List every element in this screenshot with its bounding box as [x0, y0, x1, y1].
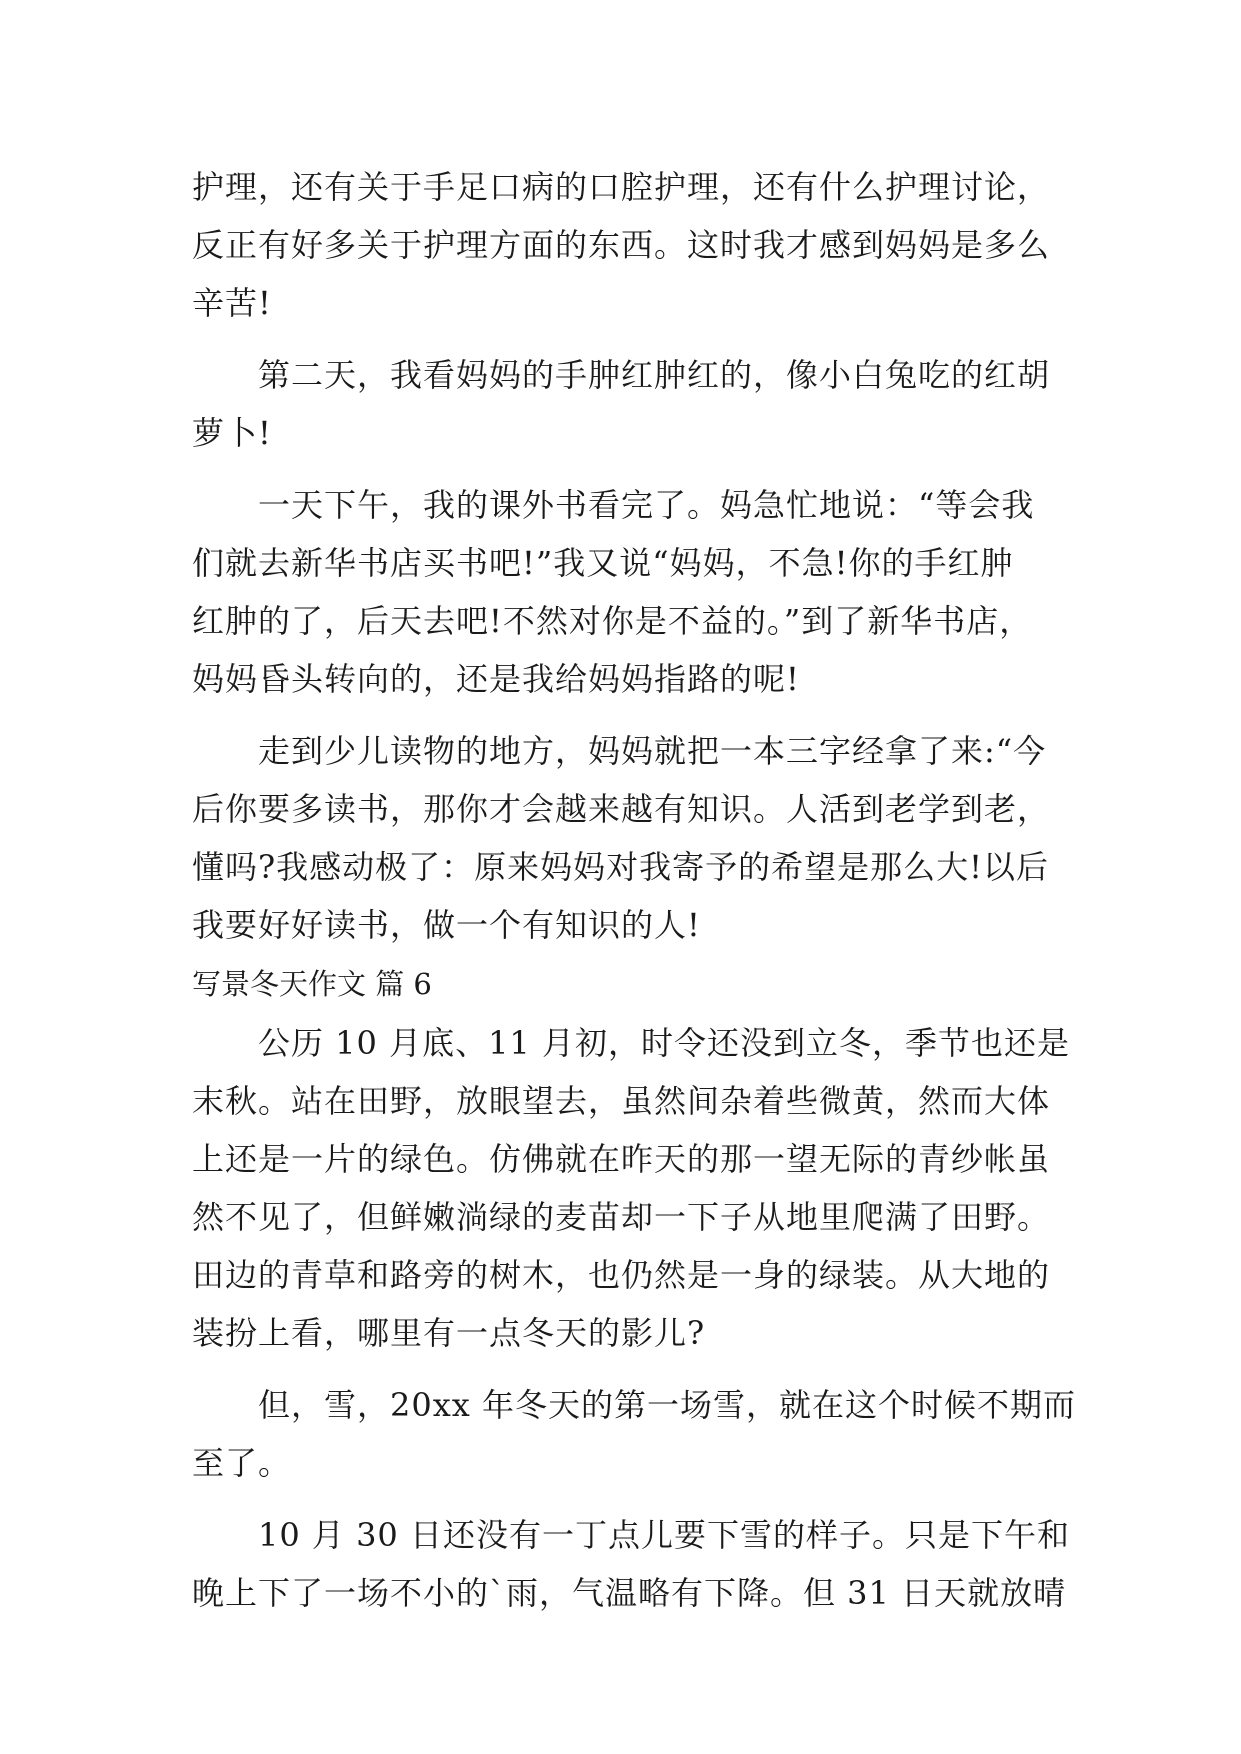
paragraph	[192, 1376, 1076, 1492]
document-body	[192, 158, 1076, 1622]
text-line: 懂吗?我感动极了：原来妈妈对我寄予的希望是那么大!以后	[192, 848, 1050, 886]
text-line: 上还是一片的绿色。仿佛就在昨天的那一望无际的青纱帐虽	[192, 1140, 1051, 1178]
text-line: 公历 10 月底、11 月初，时令还没到立冬，季节也还是	[258, 1024, 1070, 1062]
text-line: 然不见了，但鲜嫩淌绿的麦苗却一下子从地里爬满了田野。	[192, 1198, 1051, 1236]
text-line: 田边的青草和路旁的树木，也仍然是一身的绿装。从大地的	[192, 1256, 1051, 1294]
text-line: 萝卜!	[192, 414, 272, 452]
paragraph	[192, 476, 1072, 708]
text-line: 晚上下了一场不小的`雨，气温略有下降。但 31 日天就放晴	[192, 1574, 1067, 1612]
text-line: 装扮上看，哪里有一点冬天的影儿?	[192, 1314, 706, 1352]
paragraph	[192, 158, 1072, 332]
text-line: 至了。	[192, 1444, 292, 1482]
text-line: 们就去新华书店买书吧!”我又说“妈妈，不急!你的手红肿	[192, 544, 1014, 582]
text-line: 末秋。站在田野，放眼望去，虽然间杂着些微黄，然而大体	[192, 1082, 1051, 1120]
text-line: 我要好好读书，做一个有知识的人!	[192, 906, 701, 944]
paragraph	[192, 722, 1072, 954]
text-line: 反正有好多关于护理方面的东西。这时我才感到妈妈是多么	[192, 226, 1051, 264]
text-line: 后你要多读书，那你才会越来越有知识。人活到老学到老，	[192, 790, 1051, 828]
text-line: 辛苦!	[192, 284, 272, 322]
text-line: 第二天，我看妈妈的手肿红肿红的，像小白兔吃的红胡	[258, 356, 1051, 394]
paragraph	[192, 346, 1072, 462]
text-line: 10 月 30 日还没有一丁点儿要下雪的样子。只是下午和	[258, 1516, 1070, 1554]
text-line: 护理，还有关于手足口病的口腔护理，还有什么护理讨论，	[192, 168, 1051, 206]
text-line: 妈妈昏头转向的，还是我给妈妈指路的呢!	[192, 660, 800, 698]
paragraph	[192, 1506, 1072, 1622]
text-line: 走到少儿读物的地方，妈妈就把一本三字经拿了来:“今	[258, 732, 1047, 770]
text-line: 但，雪，20xx 年冬天的第一场雪，就在这个时候不期而	[258, 1386, 1076, 1424]
paragraph	[192, 1014, 1072, 1362]
text-line: 红肿的了，后天去吧!不然对你是不益的。”到了新华书店，	[192, 602, 1033, 640]
section-heading: 写景冬天作文 篇 6	[192, 967, 432, 1001]
text-line: 一天下午，我的课外书看完了。妈急忙地说：“等会我	[258, 486, 1035, 524]
